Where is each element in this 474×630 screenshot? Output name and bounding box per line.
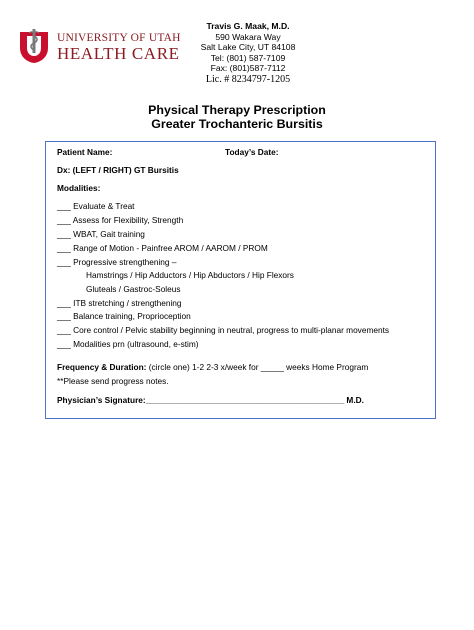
doctor-name: Travis G. Maak, M.D. [206,21,290,31]
logo-health-care-text: HEALTH CARE [57,44,180,63]
telephone: Tel: (801) 587-7109 [210,52,286,63]
modality-item: ___ Assess for Flexibility, Strength [57,215,184,225]
patient-name-label: Patient Name: [57,147,113,157]
frequency-label: Frequency & Duration: [57,362,147,372]
signature-label: Physician’s Signature: [57,395,146,405]
modalities-label: Modalities: [57,183,101,193]
document-title: Physical Therapy Prescription [148,103,326,117]
license-number: Lic. # 8234797-1205 [205,73,291,85]
todays-date-label: Today’s Date: [225,147,279,157]
progress-note: **Please send progress notes. [57,376,169,386]
md-suffix: M.D. [344,395,364,405]
modality-item: ___ Core control / Pelvic stability beginning in neutral, progress to multi-planar movements [57,325,390,335]
modality-item: ___ Progressive strengthening – [57,257,177,267]
doctor-contact-block [182,21,314,86]
modality-item: ___ Modalities prn (ultrasound, e-stim) [57,339,199,349]
signature-line: ___________________________________________ [145,395,345,405]
frequency-duration [57,362,368,372]
modality-sub-item: Gluteals / Gastroc-Soleus [86,284,181,294]
u-shield-logo-icon [17,28,51,64]
diagnosis: Dx: (LEFT / RIGHT) GT Bursitis [57,165,179,175]
document-subtitle: Greater Trochanteric Bursitis [151,117,323,131]
university-of-utah-health-care-logo [17,28,181,66]
address-line-1: 590 Wakara Way [215,31,281,42]
modality-sub-item: Hamstrings / Hip Adductors / Hip Abductors / Hip Flexors [86,270,294,280]
logo-university-text: UNIVERSITY OF UTAH [57,32,181,44]
modality-item: ___ Range of Motion - Painfree AROM / AAROM / PROM [57,243,268,253]
address-line-2: Salt Lake City, UT 84108 [200,42,296,52]
modality-item: ___ Evaluate & Treat [57,201,135,211]
physician-signature-row [57,395,364,405]
frequency-options: (circle one) 1-2 2-3 x/week for _____ weeks Home Program [146,362,369,372]
modality-item: ___ ITB stretching / strengthening [57,298,182,308]
modality-item: ___ WBAT, Gait training [57,229,145,239]
fax: Fax: (801)587-7112 [210,63,286,73]
modality-item: ___ Balance training, Proprioception [57,311,191,321]
